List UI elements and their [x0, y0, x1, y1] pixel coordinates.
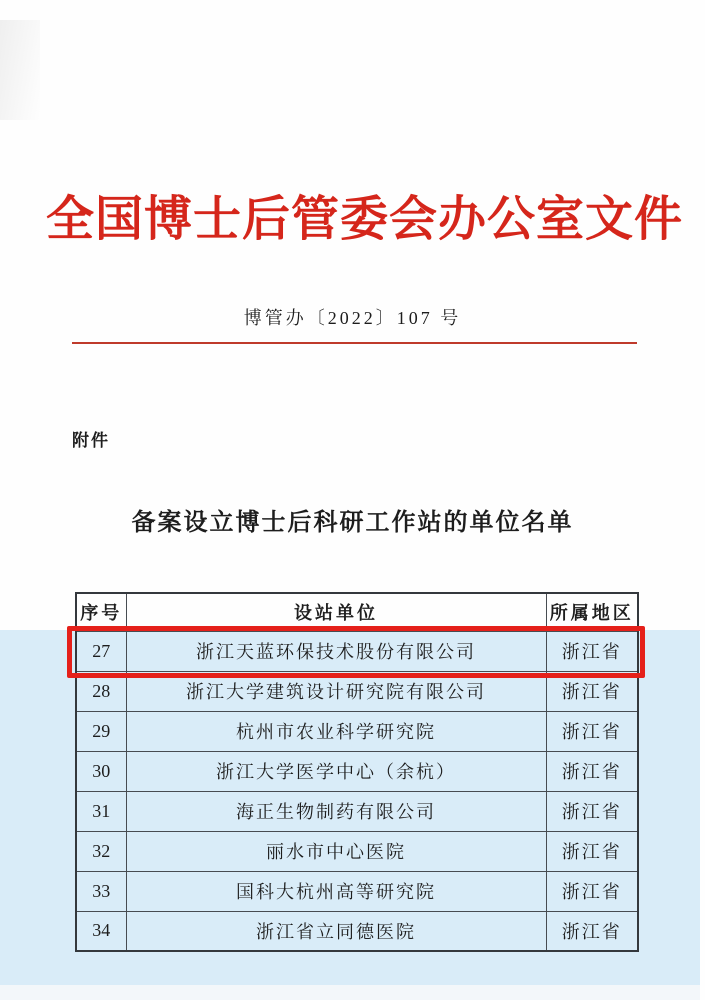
- unit-table-body: [76, 631, 638, 951]
- unit-name-cell: 浙江大学建筑设计研究院有限公司: [126, 671, 546, 711]
- red-divider-line: [72, 342, 637, 344]
- row-index-cell: 33: [76, 871, 126, 911]
- unit-name-cell: 海正生物制药有限公司: [126, 791, 546, 831]
- unit-name-cell: 丽水市中心医院: [126, 831, 546, 871]
- region-cell: 浙江省: [546, 831, 638, 871]
- table-row: [76, 671, 638, 711]
- document-number: 博管办〔2022〕107 号: [243, 308, 462, 328]
- region-cell: 浙江省: [546, 871, 638, 911]
- row-index-cell: 31: [76, 791, 126, 831]
- region-cell: 浙江省: [546, 791, 638, 831]
- background-highlight-band-faint: [0, 985, 700, 1000]
- row-index-cell: 28: [76, 671, 126, 711]
- header-region: 所属地区: [546, 593, 638, 631]
- header-serial-number: 序号: [76, 593, 126, 631]
- unit-name-cell: 国科大杭州高等研究院: [126, 871, 546, 911]
- header-unit-name: 设站单位: [126, 593, 546, 631]
- document-title: 全国博士后管委会办公室文件: [45, 193, 683, 246]
- table-row: [76, 631, 638, 671]
- table-row: [76, 711, 638, 751]
- region-cell: 浙江省: [546, 911, 638, 951]
- row-index-cell: 29: [76, 711, 126, 751]
- row-index-cell: 34: [76, 911, 126, 951]
- row-index-cell: 27: [76, 631, 126, 671]
- list-title: 备案设立博士后科研工作站的单位名单: [131, 510, 574, 536]
- table-row: [76, 751, 638, 791]
- scan-artifact: [0, 20, 40, 120]
- row-index-cell: 32: [76, 831, 126, 871]
- region-cell: 浙江省: [546, 751, 638, 791]
- table-row: [76, 831, 638, 871]
- region-cell: 浙江省: [546, 711, 638, 751]
- row-index-cell: 30: [76, 751, 126, 791]
- unit-name-cell: 浙江大学医学中心（余杭）: [126, 751, 546, 791]
- unit-table: [75, 592, 639, 952]
- table-row: [76, 871, 638, 911]
- unit-name-cell: 浙江天蓝环保技术股份有限公司: [126, 631, 546, 671]
- region-cell: 浙江省: [546, 671, 638, 711]
- table-row: [76, 791, 638, 831]
- region-cell: 浙江省: [546, 631, 638, 671]
- unit-name-cell: 杭州市农业科学研究院: [126, 711, 546, 751]
- attachment-label: 附件: [72, 431, 110, 450]
- unit-name-cell: 浙江省立同德医院: [126, 911, 546, 951]
- table-header-row: [76, 593, 638, 631]
- table-row: [76, 911, 638, 951]
